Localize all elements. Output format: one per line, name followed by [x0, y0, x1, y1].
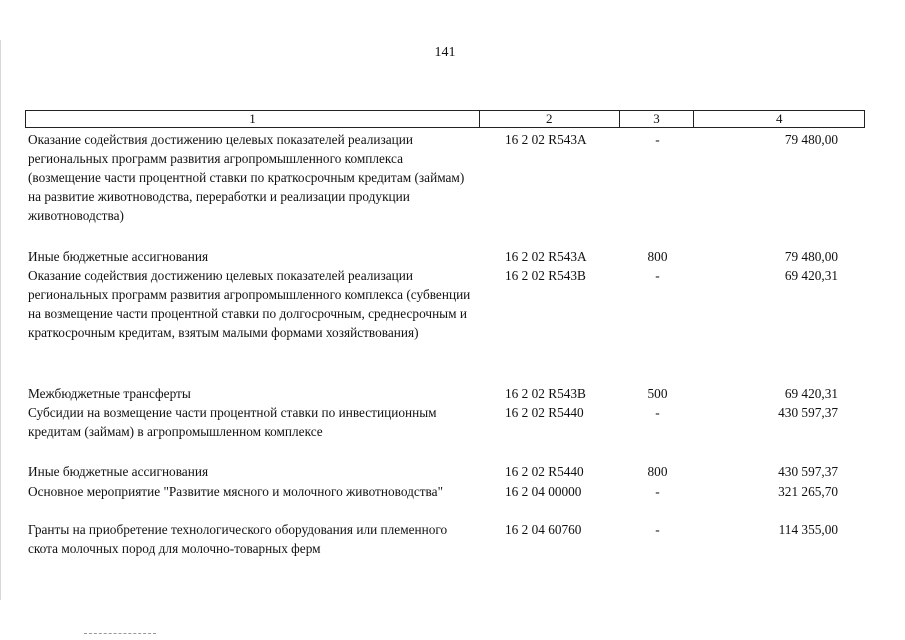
- row-amount: 69 420,31: [784, 268, 838, 283]
- row-name: Иные бюджетные ассигнования: [28, 464, 209, 479]
- row-name: Гранты на приобретение технологического оборудования или племенного скота молочных пород для молочно-товарных ферм: [28, 522, 448, 556]
- row-code: 16 2 02 R5440: [505, 405, 584, 420]
- row-code: 16 2 02 R543B: [505, 268, 586, 283]
- row-amount: 430 597,37: [778, 405, 838, 420]
- row-vr: 500: [647, 386, 668, 401]
- row-vr: 800: [647, 249, 668, 264]
- row-amount: 79 480,00: [784, 132, 838, 147]
- row-vr: 800: [647, 464, 668, 479]
- row-code: 16 2 02 R543A: [505, 249, 587, 264]
- row-vr: -: [655, 522, 660, 537]
- row-amount: 114 355,00: [778, 522, 838, 537]
- row-code: 16 2 02 R5440: [505, 464, 584, 479]
- row-vr: -: [655, 132, 660, 147]
- row-vr: -: [655, 484, 660, 499]
- row-amount: 69 420,31: [784, 386, 838, 401]
- row-name: Межбюджетные трансферты: [28, 386, 191, 401]
- row-name: Оказание содействия достижению целевых показателей реализации региональных программ развития агропромышленного комплекса (возмещение части процентной ставки по краткосрочным кредитам (займам) на развитие животноводства, переработки и реализации продукции животноводства): [28, 132, 465, 223]
- row-amount: 321 265,70: [778, 484, 838, 499]
- header-col-4: 4: [775, 111, 783, 126]
- row-vr: -: [655, 268, 660, 283]
- header-col-1: 1: [26, 111, 480, 127]
- header-col-2: 2: [480, 111, 620, 127]
- footer-mark: [84, 633, 156, 635]
- row-amount: 430 597,37: [778, 464, 838, 479]
- page-edge-line: [0, 40, 1, 600]
- row-name: Основное мероприятие "Развитие мясного и молочного животноводства": [28, 484, 443, 499]
- row-name: Иные бюджетные ассигнования: [28, 249, 209, 264]
- row-vr: -: [655, 405, 660, 420]
- row-amount: 79 480,00: [784, 249, 838, 264]
- table-header: [25, 110, 865, 128]
- row-code: 16 2 02 R543A: [505, 132, 587, 147]
- row-code: 16 2 02 R543B: [505, 386, 586, 401]
- header-col-3: 3: [620, 111, 695, 127]
- row-code: 16 2 04 60760: [505, 522, 582, 537]
- row-name: Субсидии на возмещение части процентной ставки по инвестиционным кредитам (займам) в агропромышленном комплексе: [28, 405, 437, 439]
- row-code: 16 2 04 00000: [505, 484, 582, 499]
- page-number: 141: [434, 45, 456, 60]
- row-name: Оказание содействия достижению целевых показателей реализации региональных программ развития агропромышленного комплекса (субвенции на возмещение части процентной ставки по долгосрочным, среднесрочным и краткосрочным кредитам, взятым малыми формами хозяйствования): [28, 268, 471, 340]
